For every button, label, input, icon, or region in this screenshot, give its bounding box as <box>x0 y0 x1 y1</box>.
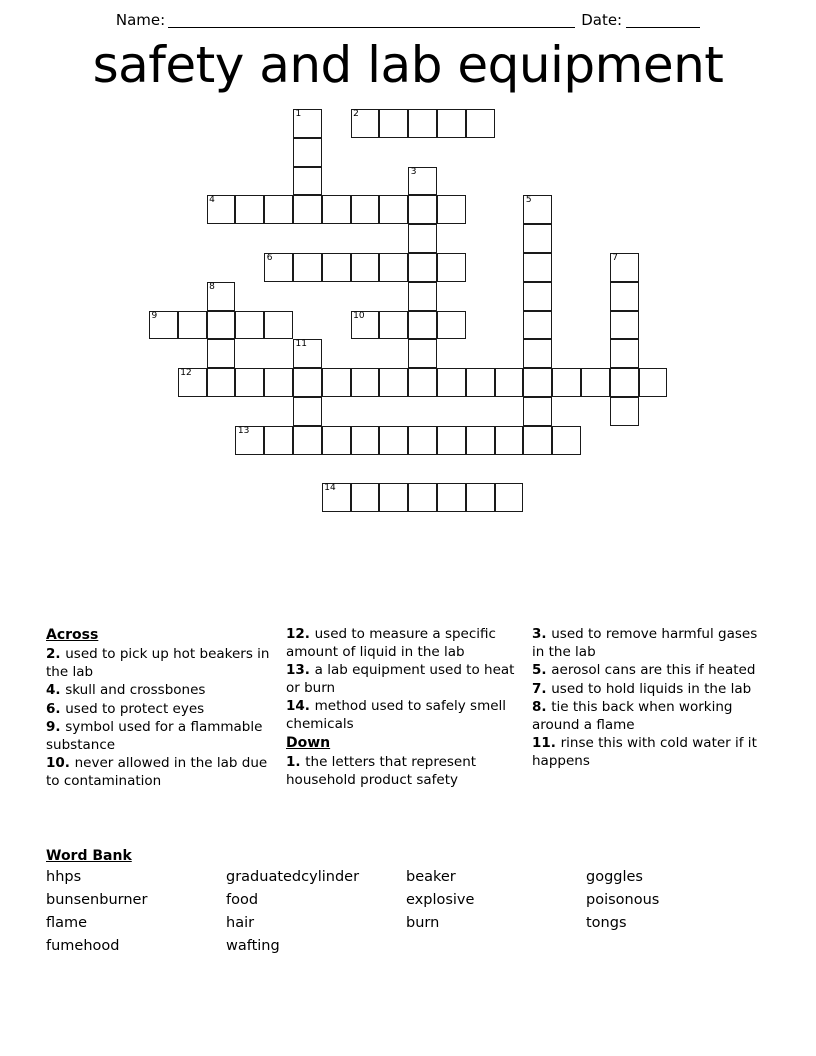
word-bank-word[interactable]: burn <box>406 915 440 931</box>
grid-cell[interactable] <box>207 368 236 397</box>
grid-cell[interactable] <box>408 311 437 340</box>
grid-cell[interactable] <box>610 397 639 426</box>
word-bank-word[interactable]: explosive <box>406 892 475 908</box>
word-bank-word[interactable]: graduatedcylinder <box>226 869 360 885</box>
grid-cell[interactable] <box>264 253 293 282</box>
grid-cell[interactable] <box>207 195 236 224</box>
grid-cell[interactable] <box>264 368 293 397</box>
name-write-line[interactable] <box>168 14 575 28</box>
grid-cell[interactable] <box>437 426 466 455</box>
grid-cell[interactable] <box>379 253 408 282</box>
clue-item <box>286 626 518 661</box>
grid-clue-number: 14 <box>324 483 336 494</box>
grid-cell[interactable] <box>293 339 322 368</box>
word-bank-word[interactable]: poisonous <box>586 892 660 908</box>
date-label: Date: <box>581 11 623 29</box>
grid-cell[interactable] <box>610 311 639 340</box>
word-bank-word[interactable]: wafting <box>226 938 280 954</box>
clue-text: aerosol cans are this if heated <box>551 662 756 678</box>
crossword-grid <box>149 109 689 529</box>
grid-cell[interactable] <box>293 368 322 397</box>
grid-cell[interactable] <box>495 483 524 512</box>
grid-cell[interactable] <box>178 368 207 397</box>
grid-cell[interactable] <box>379 368 408 397</box>
grid-cell[interactable] <box>610 253 639 282</box>
grid-cell[interactable] <box>408 253 437 282</box>
grid-cell[interactable] <box>523 253 552 282</box>
clue-item <box>532 735 762 770</box>
clue-item <box>46 755 274 790</box>
word-bank-word[interactable]: beaker <box>406 869 456 885</box>
clue-text: rinse this with cold water if it happens <box>532 735 757 769</box>
date-write-line[interactable] <box>626 14 700 28</box>
clue-text: never allowed in the lab due to contamination <box>46 755 268 789</box>
grid-cell[interactable] <box>322 253 351 282</box>
grid-clue-number: 1 <box>295 109 302 119</box>
clue-text: a lab equipment used to heat or burn <box>286 662 515 696</box>
grid-cell[interactable] <box>293 195 322 224</box>
grid-cell[interactable] <box>437 483 466 512</box>
clue-number: 11. <box>532 735 561 751</box>
grid-clue-number: 4 <box>209 195 215 206</box>
clue-text: used to remove harmful gases in the lab <box>532 626 758 660</box>
grid-cell[interactable] <box>235 368 264 397</box>
word-bank-word[interactable]: food <box>226 892 259 908</box>
grid-cell[interactable] <box>466 483 495 512</box>
grid-cell[interactable] <box>552 368 581 397</box>
grid-cell[interactable] <box>235 195 264 224</box>
clue-number: 3. <box>532 626 552 642</box>
grid-cell[interactable] <box>408 368 437 397</box>
grid-cell[interactable] <box>149 311 178 340</box>
down-heading: Down <box>286 735 331 751</box>
word-bank-word[interactable]: bunsenburner <box>46 892 148 908</box>
grid-cell[interactable] <box>408 483 437 512</box>
grid-cell[interactable] <box>351 311 380 340</box>
grid-cell[interactable] <box>437 311 466 340</box>
clue-item <box>532 626 762 661</box>
grid-clue-number: 12 <box>180 368 192 379</box>
clue-text: the letters that represent household product safety <box>286 754 477 788</box>
grid-cell[interactable] <box>495 426 524 455</box>
grid-clue-number: 9 <box>151 310 158 321</box>
grid-cell[interactable] <box>264 195 293 224</box>
grid-clue-number: 10 <box>353 310 365 321</box>
clues-section <box>46 626 770 841</box>
grid-clue-number: 13 <box>237 425 250 436</box>
clue-number: 4. <box>46 682 66 698</box>
clue-text: used to pick up hot beakers in the lab <box>46 646 270 680</box>
grid-cell[interactable] <box>178 311 207 340</box>
clue-number: 9. <box>46 719 66 735</box>
grid-clue-number: 6 <box>266 253 273 263</box>
grid-cell[interactable] <box>207 311 236 340</box>
clue-number: 8. <box>532 699 552 715</box>
grid-cell[interactable] <box>523 282 552 311</box>
grid-cell[interactable] <box>379 483 408 512</box>
clue-number: 7. <box>532 680 552 697</box>
grid-cell[interactable] <box>523 311 552 340</box>
clue-item <box>532 681 762 699</box>
clue-number: 12. <box>286 626 315 642</box>
grid-cell[interactable] <box>552 426 581 455</box>
clue-number: 10. <box>46 755 75 771</box>
grid-cell[interactable] <box>293 426 322 455</box>
grid-cell[interactable] <box>351 426 380 455</box>
clue-column-1 <box>46 626 274 791</box>
grid-cell[interactable] <box>639 368 668 397</box>
grid-cell[interactable] <box>408 282 437 311</box>
grid-cell[interactable] <box>466 368 495 397</box>
word-bank-word[interactable]: tongs <box>586 915 627 931</box>
clue-number: 14. <box>286 698 315 714</box>
grid-cell[interactable] <box>408 167 437 196</box>
grid-cell[interactable] <box>408 109 437 138</box>
grid-cell[interactable] <box>581 368 610 397</box>
grid-cell[interactable] <box>235 426 264 455</box>
word-bank-word[interactable]: flame <box>46 915 88 931</box>
grid-cell[interactable] <box>495 368 524 397</box>
clue-item <box>532 662 762 680</box>
clue-number: 5. <box>532 662 552 678</box>
clue-number: 13. <box>286 662 315 678</box>
grid-cell[interactable] <box>322 195 351 224</box>
grid-cell[interactable] <box>264 426 293 455</box>
grid-cell[interactable] <box>322 426 351 455</box>
grid-cell[interactable] <box>379 311 408 340</box>
grid-cell[interactable] <box>523 368 552 397</box>
grid-cell[interactable] <box>293 397 322 426</box>
grid-cell[interactable] <box>523 224 552 253</box>
grid-cell[interactable] <box>523 339 552 368</box>
grid-cell[interactable] <box>351 368 380 397</box>
word-bank-word[interactable]: hair <box>226 915 255 931</box>
word-bank-word[interactable]: hhps <box>46 869 82 885</box>
grid-cell[interactable] <box>293 138 322 167</box>
clue-item <box>286 754 518 789</box>
grid-cell[interactable] <box>437 195 466 224</box>
grid-cell[interactable] <box>207 282 236 311</box>
grid-cell[interactable] <box>466 426 495 455</box>
grid-cell[interactable] <box>408 426 437 455</box>
grid-cell[interactable] <box>293 253 322 282</box>
clue-column-3 <box>532 626 762 771</box>
grid-clue-number: 8 <box>209 281 215 292</box>
clue-item <box>46 701 274 719</box>
grid-cell[interactable] <box>322 368 351 397</box>
grid-cell[interactable] <box>379 109 408 138</box>
grid-cell[interactable] <box>379 426 408 455</box>
clue-item <box>46 682 274 700</box>
grid-clue-number: 3 <box>410 166 417 177</box>
word-bank-section <box>46 846 770 955</box>
grid-cell[interactable] <box>351 195 380 224</box>
clue-text: method used to safely smell chemicals <box>286 698 507 732</box>
grid-clue-number: 7 <box>612 253 619 263</box>
clue-item <box>286 698 518 733</box>
grid-cell[interactable] <box>351 253 380 282</box>
grid-cell[interactable] <box>523 195 552 224</box>
name-date-row <box>0 0 816 28</box>
grid-clue-number: 5 <box>525 195 532 206</box>
grid-clue-number: 2 <box>353 109 359 119</box>
grid-cell[interactable] <box>466 109 495 138</box>
grid-cell[interactable] <box>610 282 639 311</box>
grid-cell[interactable] <box>408 195 437 224</box>
across-heading: Across <box>46 627 99 643</box>
clue-column-2 <box>286 626 518 790</box>
grid-cell[interactable] <box>437 109 466 138</box>
word-bank-word[interactable]: fumehood <box>46 938 120 954</box>
clue-text: used to measure a specific amount of liquid in the lab <box>286 626 496 660</box>
grid-cell[interactable] <box>264 311 293 340</box>
grid-cell[interactable] <box>293 109 322 138</box>
grid-cell[interactable] <box>293 167 322 196</box>
grid-cell[interactable] <box>610 368 639 397</box>
clue-text: tie this back when working around a flame <box>532 699 733 733</box>
grid-cell[interactable] <box>437 368 466 397</box>
clue-number: 1. <box>286 754 306 770</box>
word-bank-word[interactable]: goggles <box>586 869 643 885</box>
grid-cell[interactable] <box>351 483 380 512</box>
clue-text: used to protect eyes <box>65 700 205 717</box>
clue-number: 6. <box>46 700 66 717</box>
clue-item <box>46 646 274 681</box>
name-label: Name: <box>115 11 166 29</box>
grid-cell[interactable] <box>523 397 552 426</box>
word-bank-heading: Word Bank <box>46 848 132 864</box>
grid-cell[interactable] <box>437 253 466 282</box>
grid-cell[interactable] <box>408 339 437 368</box>
grid-cell[interactable] <box>322 483 351 512</box>
clue-item <box>532 699 762 734</box>
grid-cell[interactable] <box>207 339 236 368</box>
grid-cell[interactable] <box>235 311 264 340</box>
clue-item <box>46 719 274 754</box>
page-title: safety and lab equipment <box>92 36 724 94</box>
grid-cell[interactable] <box>610 339 639 368</box>
clue-text: skull and crossbones <box>65 682 206 698</box>
grid-cell[interactable] <box>351 109 380 138</box>
grid-cell[interactable] <box>408 224 437 253</box>
grid-clue-number: 11 <box>295 339 307 350</box>
clue-text: symbol used for a flammable substance <box>46 719 263 753</box>
grid-cell[interactable] <box>379 195 408 224</box>
clue-number: 2. <box>46 646 66 662</box>
clue-item <box>286 662 518 697</box>
word-bank-list <box>46 868 770 955</box>
grid-cell[interactable] <box>523 426 552 455</box>
clue-text: used to hold liquids in the lab <box>551 680 752 697</box>
